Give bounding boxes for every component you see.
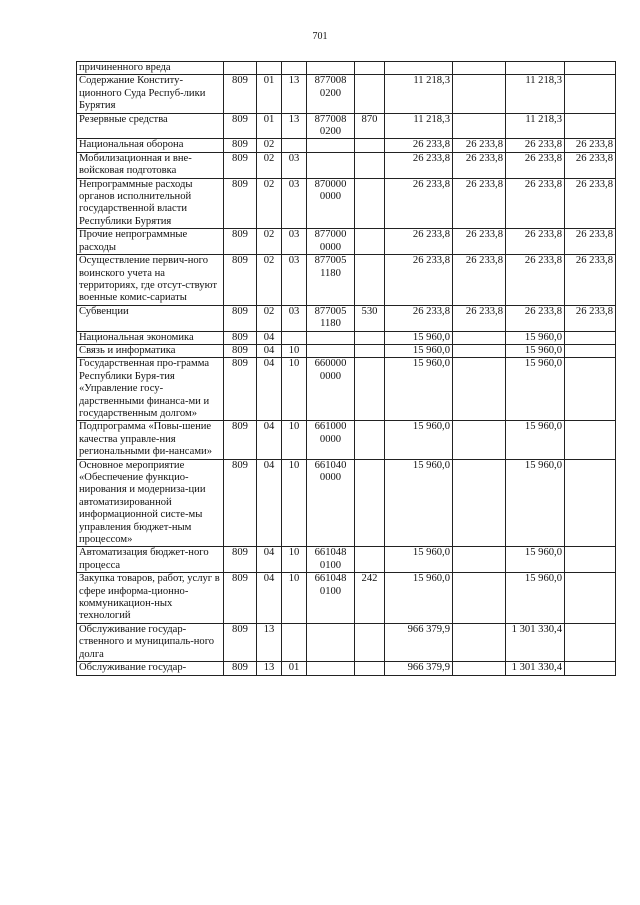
subsection-code-cell: 03 bbox=[282, 152, 307, 178]
target-article-cell: 661048 0100 bbox=[307, 573, 355, 624]
expense-type-cell bbox=[355, 662, 385, 675]
subsection-code-cell: 03 bbox=[282, 178, 307, 229]
amount-cell-3: 15 960,0 bbox=[506, 344, 565, 357]
subsection-code-cell bbox=[282, 62, 307, 75]
amount-cell-4: 26 233,8 bbox=[565, 139, 616, 152]
table-row bbox=[77, 75, 616, 113]
target-article-cell: 877005 1180 bbox=[307, 255, 355, 306]
amount-cell-2 bbox=[453, 75, 506, 113]
table-row bbox=[77, 358, 616, 421]
amount-cell-4: 26 233,8 bbox=[565, 255, 616, 306]
table-row bbox=[77, 178, 616, 229]
amount-cell-3: 15 960,0 bbox=[506, 547, 565, 573]
amount-cell-1: 26 233,8 bbox=[385, 305, 453, 331]
expense-type-cell bbox=[355, 623, 385, 661]
section-code-cell: 02 bbox=[257, 255, 282, 306]
expense-type-cell: 530 bbox=[355, 305, 385, 331]
ministry-code-cell: 809 bbox=[224, 623, 257, 661]
subsection-code-cell: 10 bbox=[282, 344, 307, 357]
subsection-code-cell bbox=[282, 623, 307, 661]
ministry-code-cell: 809 bbox=[224, 331, 257, 344]
target-article-cell: 877005 1180 bbox=[307, 305, 355, 331]
row-name-cell: Автоматизация бюджет-ного процесса bbox=[77, 547, 224, 573]
table-row bbox=[77, 573, 616, 624]
amount-cell-1: 15 960,0 bbox=[385, 573, 453, 624]
target-article-cell: 660000 0000 bbox=[307, 358, 355, 421]
ministry-code-cell: 809 bbox=[224, 113, 257, 139]
amount-cell-3: 11 218,3 bbox=[506, 75, 565, 113]
amount-cell-2 bbox=[453, 62, 506, 75]
target-article-cell: 870000 0000 bbox=[307, 178, 355, 229]
amount-cell-3: 11 218,3 bbox=[506, 113, 565, 139]
section-code-cell bbox=[257, 62, 282, 75]
section-code-cell: 13 bbox=[257, 662, 282, 675]
table-row bbox=[77, 229, 616, 255]
table-row bbox=[77, 139, 616, 152]
expense-type-cell bbox=[355, 152, 385, 178]
row-name-cell: Обслуживание государ- bbox=[77, 662, 224, 675]
amount-cell-1: 15 960,0 bbox=[385, 459, 453, 547]
amount-cell-4: 26 233,8 bbox=[565, 305, 616, 331]
table-row bbox=[77, 459, 616, 547]
amount-cell-3: 26 233,8 bbox=[506, 178, 565, 229]
amount-cell-3 bbox=[506, 62, 565, 75]
subsection-code-cell: 10 bbox=[282, 358, 307, 421]
amount-cell-2: 26 233,8 bbox=[453, 178, 506, 229]
table-row bbox=[77, 62, 616, 75]
table-row bbox=[77, 421, 616, 459]
amount-cell-4 bbox=[565, 331, 616, 344]
amount-cell-3: 26 233,8 bbox=[506, 305, 565, 331]
amount-cell-3: 15 960,0 bbox=[506, 573, 565, 624]
ministry-code-cell: 809 bbox=[224, 305, 257, 331]
ministry-code-cell: 809 bbox=[224, 573, 257, 624]
amount-cell-1: 15 960,0 bbox=[385, 358, 453, 421]
row-name-cell: Субвенции bbox=[77, 305, 224, 331]
ministry-code-cell: 809 bbox=[224, 139, 257, 152]
target-article-cell: 661048 0100 bbox=[307, 547, 355, 573]
amount-cell-3: 1 301 330,4 bbox=[506, 662, 565, 675]
expense-type-cell: 242 bbox=[355, 573, 385, 624]
table-row bbox=[77, 255, 616, 306]
row-name-cell: Непрограммные расходы органов исполнительной государственной власти Республики Бурятия bbox=[77, 178, 224, 229]
section-code-cell: 04 bbox=[257, 331, 282, 344]
row-name-cell: Осуществление первич-ного воинского учета на территориях, где отсут-ствуют военные комис-сариаты bbox=[77, 255, 224, 306]
section-code-cell: 04 bbox=[257, 344, 282, 357]
section-code-cell: 04 bbox=[257, 547, 282, 573]
row-name-cell: Связь и информатика bbox=[77, 344, 224, 357]
section-code-cell: 04 bbox=[257, 421, 282, 459]
target-article-cell: 877000 0000 bbox=[307, 229, 355, 255]
ministry-code-cell: 809 bbox=[224, 344, 257, 357]
amount-cell-3: 26 233,8 bbox=[506, 139, 565, 152]
amount-cell-4 bbox=[565, 421, 616, 459]
amount-cell-1: 11 218,3 bbox=[385, 75, 453, 113]
target-article-cell: 661040 0000 bbox=[307, 459, 355, 547]
expense-type-cell bbox=[355, 547, 385, 573]
subsection-code-cell bbox=[282, 139, 307, 152]
amount-cell-1: 966 379,9 bbox=[385, 662, 453, 675]
amount-cell-3: 15 960,0 bbox=[506, 459, 565, 547]
amount-cell-4 bbox=[565, 662, 616, 675]
amount-cell-4 bbox=[565, 113, 616, 139]
expense-type-cell bbox=[355, 421, 385, 459]
amount-cell-3: 15 960,0 bbox=[506, 358, 565, 421]
amount-cell-3: 26 233,8 bbox=[506, 229, 565, 255]
row-name-cell: Обслуживание государ-ственного и муниципаль-ного долга bbox=[77, 623, 224, 661]
row-name-cell: Основное мероприятие «Обеспечение функцио-нирования и модерниза-ции автоматизированной информационной систе-мы управления бюджет-ным процессом» bbox=[77, 459, 224, 547]
table-row bbox=[77, 305, 616, 331]
table-row bbox=[77, 113, 616, 139]
subsection-code-cell: 10 bbox=[282, 459, 307, 547]
target-article-cell: 877008 0200 bbox=[307, 75, 355, 113]
section-code-cell: 02 bbox=[257, 305, 282, 331]
section-code-cell: 02 bbox=[257, 178, 282, 229]
amount-cell-3: 26 233,8 bbox=[506, 255, 565, 306]
amount-cell-1: 15 960,0 bbox=[385, 331, 453, 344]
amount-cell-4: 26 233,8 bbox=[565, 178, 616, 229]
expense-type-cell bbox=[355, 358, 385, 421]
amount-cell-1: 26 233,8 bbox=[385, 255, 453, 306]
section-code-cell: 02 bbox=[257, 139, 282, 152]
target-article-cell bbox=[307, 623, 355, 661]
row-name-cell: Национальная экономика bbox=[77, 331, 224, 344]
target-article-cell bbox=[307, 139, 355, 152]
row-name-cell: Резервные средства bbox=[77, 113, 224, 139]
target-article-cell bbox=[307, 344, 355, 357]
target-article-cell: 661000 0000 bbox=[307, 421, 355, 459]
budget-table bbox=[76, 61, 616, 676]
subsection-code-cell: 10 bbox=[282, 573, 307, 624]
amount-cell-3: 26 233,8 bbox=[506, 152, 565, 178]
amount-cell-2: 26 233,8 bbox=[453, 255, 506, 306]
target-article-cell bbox=[307, 152, 355, 178]
expense-type-cell bbox=[355, 344, 385, 357]
section-code-cell: 04 bbox=[257, 358, 282, 421]
amount-cell-2 bbox=[453, 421, 506, 459]
row-name-cell: Закупка товаров, работ, услуг в сфере информа-ционно-коммуникацион-ных технологий bbox=[77, 573, 224, 624]
target-article-cell bbox=[307, 62, 355, 75]
expense-type-cell bbox=[355, 62, 385, 75]
amount-cell-1: 15 960,0 bbox=[385, 547, 453, 573]
amount-cell-2: 26 233,8 bbox=[453, 139, 506, 152]
amount-cell-2 bbox=[453, 662, 506, 675]
expense-type-cell bbox=[355, 139, 385, 152]
row-name-cell: Государственная про-грамма Республики Буря-тия «Управление госу-дарственными финанса-ми и государственным долгом» bbox=[77, 358, 224, 421]
amount-cell-3: 15 960,0 bbox=[506, 331, 565, 344]
subsection-code-cell: 13 bbox=[282, 75, 307, 113]
subsection-code-cell: 10 bbox=[282, 547, 307, 573]
amount-cell-2 bbox=[453, 623, 506, 661]
ministry-code-cell: 809 bbox=[224, 459, 257, 547]
amount-cell-2: 26 233,8 bbox=[453, 305, 506, 331]
amount-cell-4: 26 233,8 bbox=[565, 152, 616, 178]
ministry-code-cell: 809 bbox=[224, 255, 257, 306]
amount-cell-1: 26 233,8 bbox=[385, 152, 453, 178]
amount-cell-2 bbox=[453, 331, 506, 344]
amount-cell-2 bbox=[453, 113, 506, 139]
amount-cell-1: 15 960,0 bbox=[385, 344, 453, 357]
section-code-cell: 04 bbox=[257, 459, 282, 547]
amount-cell-2: 26 233,8 bbox=[453, 152, 506, 178]
amount-cell-2 bbox=[453, 344, 506, 357]
ministry-code-cell: 809 bbox=[224, 421, 257, 459]
amount-cell-2 bbox=[453, 573, 506, 624]
section-code-cell: 04 bbox=[257, 573, 282, 624]
target-article-cell: 877008 0200 bbox=[307, 113, 355, 139]
section-code-cell: 02 bbox=[257, 229, 282, 255]
table-row bbox=[77, 662, 616, 675]
ministry-code-cell bbox=[224, 62, 257, 75]
ministry-code-cell: 809 bbox=[224, 178, 257, 229]
target-article-cell bbox=[307, 331, 355, 344]
subsection-code-cell: 01 bbox=[282, 662, 307, 675]
amount-cell-4 bbox=[565, 75, 616, 113]
amount-cell-4 bbox=[565, 344, 616, 357]
page-number: 701 bbox=[312, 31, 328, 42]
amount-cell-1: 966 379,9 bbox=[385, 623, 453, 661]
table-row bbox=[77, 547, 616, 573]
amount-cell-1 bbox=[385, 62, 453, 75]
expense-type-cell bbox=[355, 331, 385, 344]
amount-cell-1: 26 233,8 bbox=[385, 229, 453, 255]
row-name-cell: Подпрограмма «Повы-шение качества управле-ния региональными фи-нансами» bbox=[77, 421, 224, 459]
ministry-code-cell: 809 bbox=[224, 547, 257, 573]
row-name-cell: Содержание Конститу-ционного Суда Респуб-лики Бурятия bbox=[77, 75, 224, 113]
expense-type-cell: 870 bbox=[355, 113, 385, 139]
amount-cell-3: 1 301 330,4 bbox=[506, 623, 565, 661]
expense-type-cell bbox=[355, 255, 385, 306]
row-name-cell: Мобилизационная и вне-войсковая подготовка bbox=[77, 152, 224, 178]
table-row bbox=[77, 623, 616, 661]
subsection-code-cell: 03 bbox=[282, 229, 307, 255]
subsection-code-cell: 10 bbox=[282, 421, 307, 459]
amount-cell-4 bbox=[565, 573, 616, 624]
section-code-cell: 02 bbox=[257, 152, 282, 178]
amount-cell-3: 15 960,0 bbox=[506, 421, 565, 459]
subsection-code-cell: 13 bbox=[282, 113, 307, 139]
amount-cell-1: 26 233,8 bbox=[385, 178, 453, 229]
amount-cell-2 bbox=[453, 459, 506, 547]
amount-cell-2 bbox=[453, 358, 506, 421]
section-code-cell: 01 bbox=[257, 113, 282, 139]
expense-type-cell bbox=[355, 75, 385, 113]
amount-cell-1: 11 218,3 bbox=[385, 113, 453, 139]
section-code-cell: 01 bbox=[257, 75, 282, 113]
row-name-cell: Прочие непрограммные расходы bbox=[77, 229, 224, 255]
subsection-code-cell: 03 bbox=[282, 305, 307, 331]
amount-cell-2: 26 233,8 bbox=[453, 229, 506, 255]
ministry-code-cell: 809 bbox=[224, 75, 257, 113]
ministry-code-cell: 809 bbox=[224, 358, 257, 421]
amount-cell-1: 15 960,0 bbox=[385, 421, 453, 459]
subsection-code-cell bbox=[282, 331, 307, 344]
amount-cell-4 bbox=[565, 547, 616, 573]
amount-cell-4: 26 233,8 bbox=[565, 229, 616, 255]
expense-type-cell bbox=[355, 459, 385, 547]
table-row bbox=[77, 344, 616, 357]
target-article-cell bbox=[307, 662, 355, 675]
amount-cell-4 bbox=[565, 358, 616, 421]
amount-cell-4 bbox=[565, 459, 616, 547]
amount-cell-4 bbox=[565, 62, 616, 75]
amount-cell-1: 26 233,8 bbox=[385, 139, 453, 152]
table-row bbox=[77, 152, 616, 178]
amount-cell-4 bbox=[565, 623, 616, 661]
ministry-code-cell: 809 bbox=[224, 152, 257, 178]
expense-type-cell bbox=[355, 229, 385, 255]
table-row bbox=[77, 331, 616, 344]
ministry-code-cell: 809 bbox=[224, 662, 257, 675]
row-name-cell: причиненного вреда bbox=[77, 62, 224, 75]
row-name-cell: Национальная оборона bbox=[77, 139, 224, 152]
section-code-cell: 13 bbox=[257, 623, 282, 661]
amount-cell-2 bbox=[453, 547, 506, 573]
expense-type-cell bbox=[355, 178, 385, 229]
subsection-code-cell: 03 bbox=[282, 255, 307, 306]
budget-table-body bbox=[77, 62, 616, 676]
ministry-code-cell: 809 bbox=[224, 229, 257, 255]
